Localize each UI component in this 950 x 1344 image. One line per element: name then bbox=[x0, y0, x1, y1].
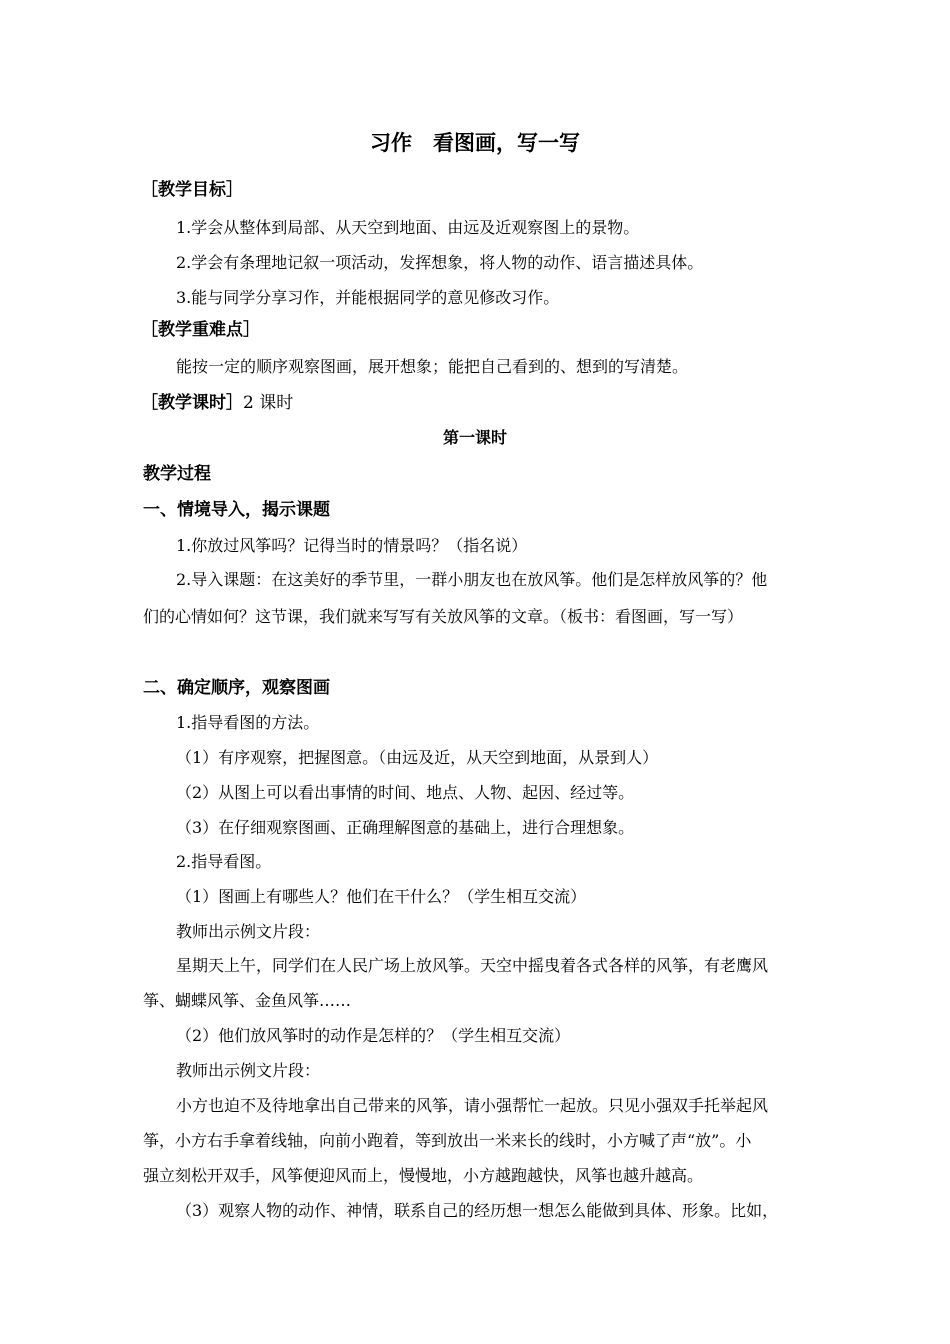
section2-line: （3）观察人物的动作、神情，联系自己的经历想一想怎么能做到具体、形象。比如， bbox=[176, 1201, 779, 1220]
section2-line: 筝，小方右手拿着线轴，向前小跑着，等到放出一米来长的线时，小方喊了声“放”。小 bbox=[143, 1131, 752, 1150]
hours-heading: ［教学课时］ bbox=[141, 393, 243, 413]
section2-line: 1.指导看图的方法。 bbox=[176, 713, 320, 732]
section1-heading: 一、情境导入，揭示课题 bbox=[143, 500, 330, 520]
objective-item: 1.学会从整体到局部、从天空到地面、由远及近观察图上的景物。 bbox=[176, 218, 640, 237]
section2-line: 教师出示例文片段： bbox=[176, 1061, 321, 1080]
lesson-title: 第一课时 bbox=[442, 428, 507, 447]
key-points-text: 能按一定的顺序观察图画，展开想象；能把自己看到的、想到的写清楚。 bbox=[176, 357, 689, 376]
objectives-heading: ［教学目标］ bbox=[141, 180, 243, 200]
section2-line: 教师出示例文片段： bbox=[176, 922, 321, 941]
section2-line: （3）在仔细观察图画、正确理解图意的基础上，进行合理想象。 bbox=[176, 818, 635, 837]
section2-line: 强立刻松开双手，风筝便迎风而上，慢慢地，小方越跑越快，风筝也越升越高。 bbox=[143, 1166, 704, 1185]
section2-line: 2.指导看图。 bbox=[176, 852, 272, 871]
section2-line: 小方也迫不及待地拿出自己带来的风筝，请小强帮忙一起放。只见小强双手托举起风 bbox=[176, 1096, 769, 1115]
section1-line: 们的心情如何？这节课，我们就来写写有关放风筝的文章。（板书：看图画，写一写） bbox=[143, 607, 744, 626]
process-heading: 教学过程 bbox=[143, 464, 211, 484]
section2-line: （1）图画上有哪些人？他们在干什么？（学生相互交流） bbox=[176, 887, 587, 906]
section2-line: （1）有序观察，把握图意。（由远及近，从天空到地面，从景到人） bbox=[176, 748, 659, 767]
section1-line: 2.导入课题：在这美好的季节里，一群小朋友也在放风筝。他们是怎样放风筝的？他 bbox=[176, 570, 768, 589]
objective-item: 3.能与同学分享习作，并能根据同学的意见修改习作。 bbox=[176, 288, 560, 307]
hours-row bbox=[141, 393, 293, 413]
objective-item: 2.学会有条理地记叙一项活动，发挥想象，将人物的动作、语言描述具体。 bbox=[176, 253, 704, 272]
section2-line: 星期天上午，同学们在人民广场上放风筝。天空中摇曳着各式各样的风筝，有老鹰风 bbox=[176, 956, 769, 975]
section2-line: 筝、蝴蝶风筝、金鱼风筝…… bbox=[143, 991, 352, 1010]
section2-heading: 二、确定顺序，观察图画 bbox=[143, 678, 330, 698]
key-points-heading: ［教学重难点］ bbox=[141, 320, 260, 340]
document-title: 习作 看图画，写一写 bbox=[370, 131, 580, 155]
section2-line: （2）从图上可以看出事情的时间、地点、人物、起因、经过等。 bbox=[176, 783, 635, 802]
section2-line: （2）他们放风筝时的动作是怎样的？（学生相互交流） bbox=[176, 1026, 571, 1045]
section1-line: 1.你放过风筝吗？记得当时的情景吗？（指名说） bbox=[176, 536, 528, 555]
hours-value: 2 课时 bbox=[243, 393, 294, 413]
